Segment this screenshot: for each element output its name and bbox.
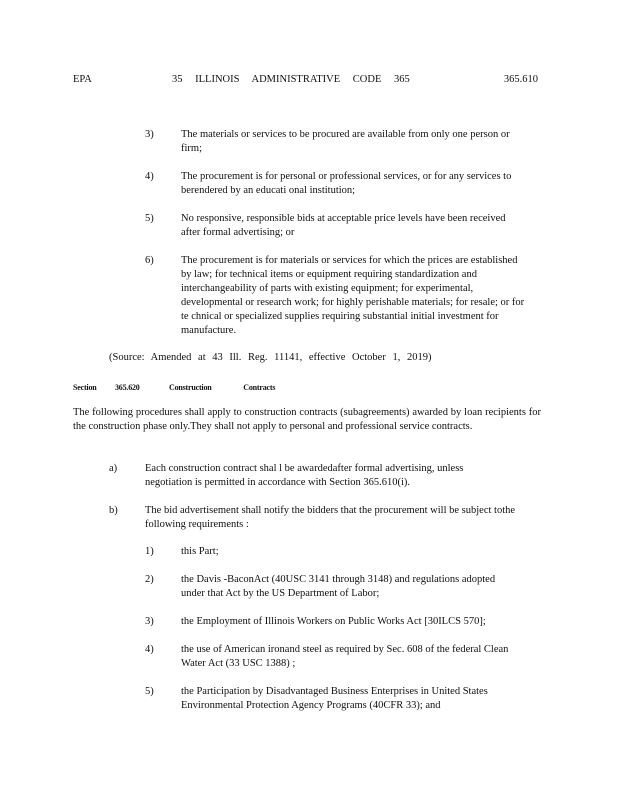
subsection-text: Each construction contract shal l be awardedafter formal advertising, unless negotiation is permitted in accordance with Section 365.610(i).	[145, 463, 464, 488]
subsection-letter: a)	[109, 463, 118, 474]
section-label: Section	[73, 383, 97, 392]
requirement-text: the Employment of Illinois Workers on Public Works Act [30ILCS 570];	[181, 616, 486, 627]
requirement-text: the Participation by Disadvantaged Business Enterprises in United States Environmental Protection Agency Programs (40CFR 33); and	[181, 686, 488, 711]
list-item	[145, 170, 525, 200]
item-text: The procurement is for materials or services for which the prices are established by law; for technical items or equipment requiring standardization and interchangeability of parts with existing equipment; for experimental, developmental or research work; for highly perishable materials; for resale; or for te chnical or specialized supplies requiring substantial initial investment for manufacture.	[181, 255, 525, 336]
header-left: EPA	[73, 74, 92, 85]
item-number: 4)	[145, 171, 154, 182]
header-right: 365.610	[503, 74, 538, 85]
subsection-a	[109, 462, 539, 492]
requirement-text: the Davis -BaconAct (40USC 3141 through 3148) and regulations adopted under that Act by the US Department of Labor;	[181, 574, 496, 599]
subsection-text: The bid advertisement shall notify the bidders that the procurement will be subject tothe following requirements :	[145, 505, 516, 530]
requirement-number: 2)	[145, 574, 154, 585]
requirement-item	[145, 545, 525, 561]
section-title: Construction Contracts	[169, 383, 276, 392]
list-item	[145, 128, 525, 158]
requirement-text: this Part;	[181, 546, 219, 557]
requirement-number: 3)	[145, 616, 154, 627]
requirement-item	[145, 685, 540, 715]
item-number: 5)	[145, 213, 154, 224]
requirement-number: 1)	[145, 546, 154, 557]
item-text: The materials or services to be procured are available from only one person or firm;	[181, 129, 510, 154]
requirement-number: 5)	[145, 686, 154, 697]
requirement-item	[145, 615, 540, 631]
item-number: 3)	[145, 129, 154, 140]
requirement-item	[145, 573, 525, 603]
intro-paragraph: The following procedures shall apply to construction contracts (subagreements) awarded by loan recipients for the construction phase only.They shall not apply to personal and professional service contracts.	[73, 407, 541, 432]
source-note: (Source: Amended at 43 Ill. Reg. 11141, effective October 1, 2019)	[109, 352, 432, 363]
requirement-text: the use of American ironand steel as required by Sec. 608 of the federal Clean Water Act (33 USC 1388) ;	[181, 644, 509, 669]
item-number: 6)	[145, 255, 154, 266]
item-text: The procurement is for personal or professional services, or for any services to berendered by an educati onal institution;	[181, 171, 512, 196]
subsection-b	[109, 504, 541, 534]
list-item	[145, 254, 535, 340]
header-center: 35 ILLINOIS ADMINISTRATIVE CODE 365	[172, 74, 410, 85]
item-text: No responsive, responsible bids at acceptable price levels have been received after formal advertising; or	[181, 213, 506, 238]
requirement-number: 4)	[145, 644, 154, 655]
section-number: 365.620	[115, 383, 140, 392]
section-heading	[73, 381, 275, 395]
subsection-letter: b)	[109, 505, 118, 516]
requirement-item	[145, 643, 525, 673]
list-item	[145, 212, 525, 242]
